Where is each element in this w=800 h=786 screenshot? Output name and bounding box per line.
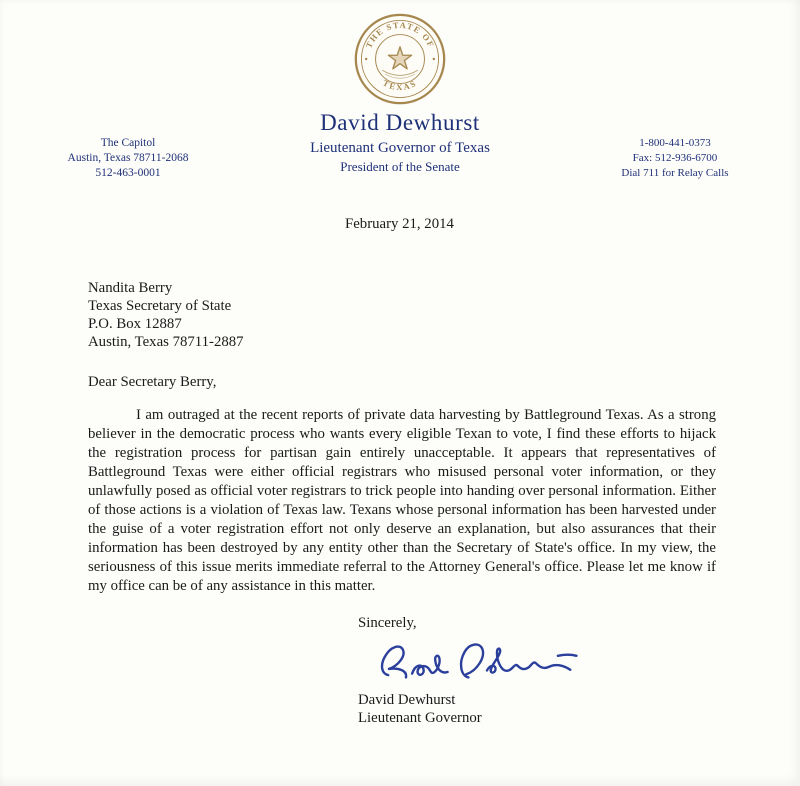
salutation: Dear Secretary Berry,	[88, 374, 217, 390]
recipient-address	[88, 279, 716, 351]
letter-content	[88, 215, 716, 727]
recipient-title: Texas Secretary of State	[88, 298, 232, 314]
closing-word: Sincerely,	[358, 615, 417, 631]
contact-left-line-2: Austin, Texas 78711-2068	[67, 152, 189, 164]
signed-name: David Dewhurst	[358, 692, 456, 708]
contact-right-line-3: Dial 711 for Relay Calls	[621, 167, 729, 179]
recipient-city: Austin, Texas 78711-2887	[88, 334, 244, 350]
letter-date: February 21, 2014	[345, 216, 454, 232]
contact-right-line-2: Fax: 512-936-6700	[632, 152, 718, 164]
closing-block	[358, 614, 716, 727]
contact-block-right	[594, 136, 756, 181]
recipient-name: Nandita Berry	[88, 280, 173, 296]
signed-title: Lieutenant Governor	[358, 710, 482, 726]
contact-right-line-1: 1-800-441-0373	[639, 137, 711, 149]
letterhead-name: David Dewhurst	[320, 110, 480, 135]
texas-state-seal-icon	[353, 12, 447, 106]
recipient-po-box: P.O. Box 12887	[88, 316, 182, 332]
letterhead-title-2: President of the Senate	[340, 159, 460, 174]
contact-block-left	[42, 136, 214, 181]
contact-left-line-3: 512-463-0001	[95, 167, 161, 179]
handwritten-signature	[346, 635, 614, 689]
seal-arc-bottom-text: TEXAS	[381, 77, 419, 93]
letterhead-title-1: Lieutenant Governor of Texas	[310, 140, 490, 156]
contact-left-line-1: The Capitol	[100, 137, 156, 149]
seal-arc-top-text: THE STATE OF	[363, 19, 437, 50]
letter-body-paragraph: I am outraged at the recent reports of private data harvesting by Battleground Texas. As a strong believer in the democratic process who wants every eligible Texan to vote, I find these efforts to hijack the registration process for partisan gain entirely unacceptable. It appears that representatives of Battleground Texas were either official registrars who misused personal voter information, or they unlawfully posed as official voter registrars to trick people into handing over personal information. Either of those actions is a violation of Texas law. Texans whose personal information has been harvested under the guise of a voter registration effort not only deserve an explanation, but also assurances that their information has been destroyed by any entity other than the Secretary of State's office. In my view, the seriousness of this issue merits immediate referral to the Attorney General's office. Please let me know if my office can be of any assistance in this matter.	[88, 407, 716, 594]
